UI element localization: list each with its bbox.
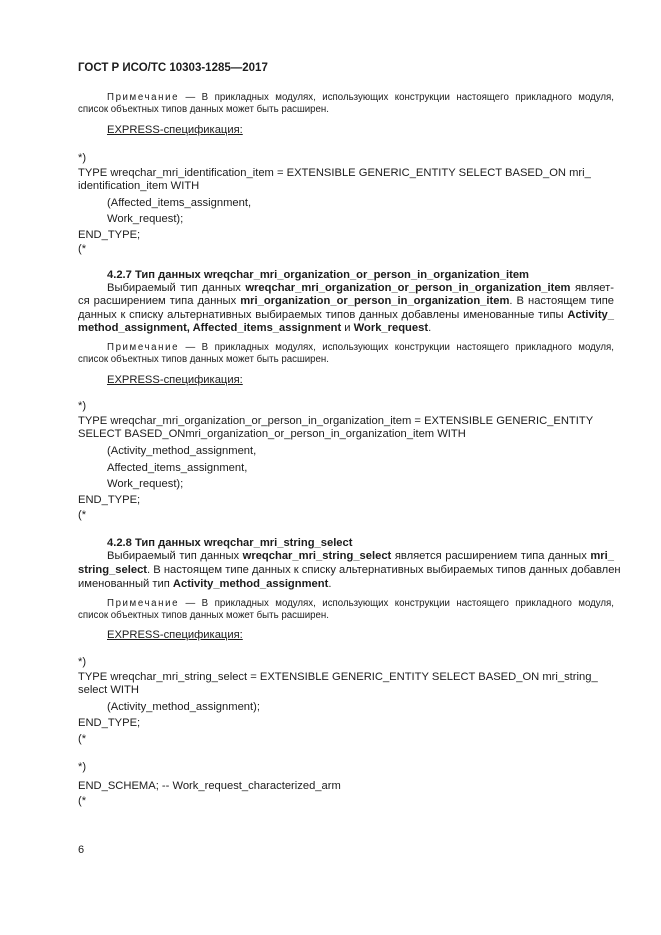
select-item: Affected_items_assignment, (107, 462, 248, 474)
type-decl-1-cont: identification_item WITH (78, 180, 200, 192)
type-decl-2-cont: SELECT BASED_ONmri_organization_or_person_in_organization_item WITH (78, 428, 466, 440)
select-item: Work_request); (107, 213, 184, 225)
section-428-para: Выбираемый тип данных wreqchar_mri_string_select является расширением типа данных mri_ (107, 550, 614, 562)
section-427-para: method_assignment, Affected_items_assignment и Work_request. (78, 322, 432, 334)
express-label-1: EXPRESS-спецификация: (107, 124, 243, 136)
section-428-para: именованный тип Activity_method_assignment. (78, 578, 332, 590)
end-type-3: END_TYPE; (78, 717, 141, 729)
page-number: 6 (78, 844, 85, 856)
express-label-2: EXPRESS-спецификация: (107, 374, 243, 386)
select-item: (Affected_items_assignment, (107, 197, 252, 209)
select-item: (Activity_method_assignment); (107, 701, 260, 713)
comment-close-1: *) (78, 152, 87, 164)
section-427-para: Выбираемый тип данных wreqchar_mri_organization_or_person_in_organization_item являет- (107, 282, 615, 294)
note-3: Примечание — В прикладных модулях, использующих конструкции настоящего прикладного модуля, (107, 598, 614, 609)
comment-close-3: *) (78, 656, 87, 668)
note-2-cont: список объектных типов данных может быть расширен. (78, 354, 329, 365)
end-type-1: END_TYPE; (78, 229, 141, 241)
note-1-cont: список объектных типов данных может быть расширен. (78, 104, 329, 115)
comment-open-4: (* (78, 795, 87, 807)
type-decl-3-cont: select WITH (78, 684, 139, 696)
note-label: Примечание (107, 92, 180, 103)
note-1: Примечание — В прикладных модулях, использующих конструкции настоящего прикладного модуля, (107, 92, 614, 103)
section-427-para: данных к списку альтернативных выбираемых типов данных добавлены именованные типы Activity_ (78, 309, 614, 321)
type-decl-3: TYPE wreqchar_mri_string_select = EXTENSIBLE GENERIC_ENTITY SELECT BASED_ON mri_string_ (78, 671, 598, 683)
express-label-3: EXPRESS-спецификация: (107, 629, 243, 641)
comment-close-4: *) (78, 761, 87, 773)
end-schema: END_SCHEMA; -- Work_request_characterized_arm (78, 780, 341, 792)
end-type-2: END_TYPE; (78, 494, 141, 506)
section-428-para: string_select. В настоящем типе данных к списку альтернативных выбираемых типов данных добавлен (78, 564, 621, 576)
comment-close-2: *) (78, 400, 87, 412)
section-heading-428: 4.2.8 Тип данных wreqchar_mri_string_select (107, 537, 353, 549)
comment-open-2: (* (78, 509, 87, 521)
section-427-para: ся расширением типа данных mri_organization_or_person_in_organization_item. В настоящем типе (78, 295, 614, 307)
page-header: ГОСТ Р ИСО/ТС 10303-1285—2017 (78, 62, 268, 74)
type-decl-1: TYPE wreqchar_mri_identification_item = EXTENSIBLE GENERIC_ENTITY SELECT BASED_ON mri_ (78, 167, 591, 179)
select-item: (Activity_method_assignment, (107, 445, 257, 457)
select-item: Work_request); (107, 478, 184, 490)
note-3-cont: список объектных типов данных может быть расширен. (78, 610, 329, 621)
type-decl-2: TYPE wreqchar_mri_organization_or_person_in_organization_item = EXTENSIBLE GENERIC_ENTITY (78, 415, 594, 427)
comment-open-3: (* (78, 733, 87, 745)
note-2: Примечание — В прикладных модулях, использующих конструкции настоящего прикладного модуля, (107, 342, 614, 353)
comment-open-1: (* (78, 243, 87, 255)
section-heading-427: 4.2.7 Тип данных wreqchar_mri_organization_or_person_in_organization_item (107, 269, 530, 281)
